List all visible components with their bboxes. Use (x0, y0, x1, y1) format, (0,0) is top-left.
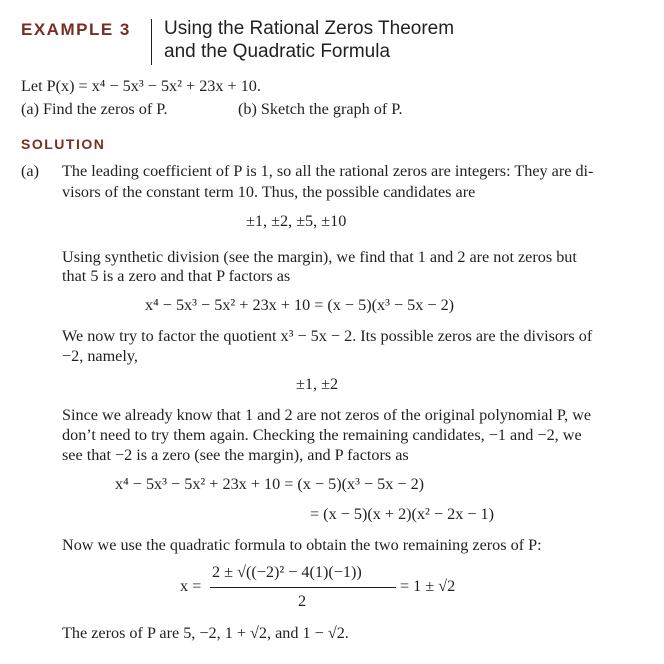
factor-equation-1: x⁴ − 5x³ − 5x² + 23x + 10 = (x − 5)(x³ − 5x − 2) (145, 296, 455, 314)
para1-line2: visors of the constant term 10. Thus, the possible candidates are (62, 183, 476, 201)
para3-line2: −2, namely, (62, 347, 138, 365)
para3-line1: We now try to factor the quotient x³ − 5x − 2. Its possible zeros are the divisors of (62, 327, 593, 345)
para2-line1: Using synthetic division (see the margin), we find that 1 and 2 are not zeros but (62, 248, 577, 266)
conclusion: The zeros of P are 5, −2, 1 + √2, and 1 − √2. (62, 624, 349, 642)
quad-denominator: 2 (298, 592, 307, 610)
quad-rhs: = 1 ± √2 (400, 577, 456, 595)
quad-lhs: x = (180, 577, 202, 595)
candidates-list: ±1, ±2, ±5, ±10 (246, 212, 347, 230)
candidates-list-2: ±1, ±2 (296, 375, 339, 393)
para1-marker: (a) (21, 162, 39, 180)
factor-equation-2-line2: = (x − 5)(x + 2)(x² − 2x − 1) (310, 505, 495, 523)
solution-label: SOLUTION (21, 136, 106, 152)
para4-line2: don’t need to try them again. Checking the remaining candidates, −1 and −2, we (62, 426, 582, 444)
problem-statement: Let P(x) = x⁴ − 5x³ − 5x² + 23x + 10. (21, 77, 261, 95)
quad-numerator: 2 ± √((−2)² − 4(1)(−1)) (212, 563, 362, 581)
header-divider (151, 19, 152, 65)
problem-part-a: (a) Find the zeros of P. (21, 100, 168, 118)
para1-line1: The leading coefficient of P is 1, so all the rational zeros are integers: They are di- (62, 162, 594, 180)
para5: Now we use the quadratic formula to obtain the two remaining zeros of P: (62, 536, 542, 554)
para4-line3: see that −2 is a zero (see the margin), and P factors as (62, 446, 409, 464)
example-title-line2: and the Quadratic Formula (164, 41, 391, 62)
example-label: EXAMPLE 3 (21, 20, 131, 39)
problem-part-b: (b) Sketch the graph of P. (238, 100, 403, 118)
fraction-bar (210, 587, 396, 588)
para4-line1: Since we already know that 1 and 2 are not zeros of the original polynomial P, we (62, 406, 592, 424)
factor-equation-2-line1: x⁴ − 5x³ − 5x² + 23x + 10 = (x − 5)(x³ − 5x − 2) (115, 475, 425, 493)
para2-line2: that 5 is a zero and that P factors as (62, 267, 291, 285)
example-title-line1: Using the Rational Zeros Theorem (164, 18, 455, 39)
